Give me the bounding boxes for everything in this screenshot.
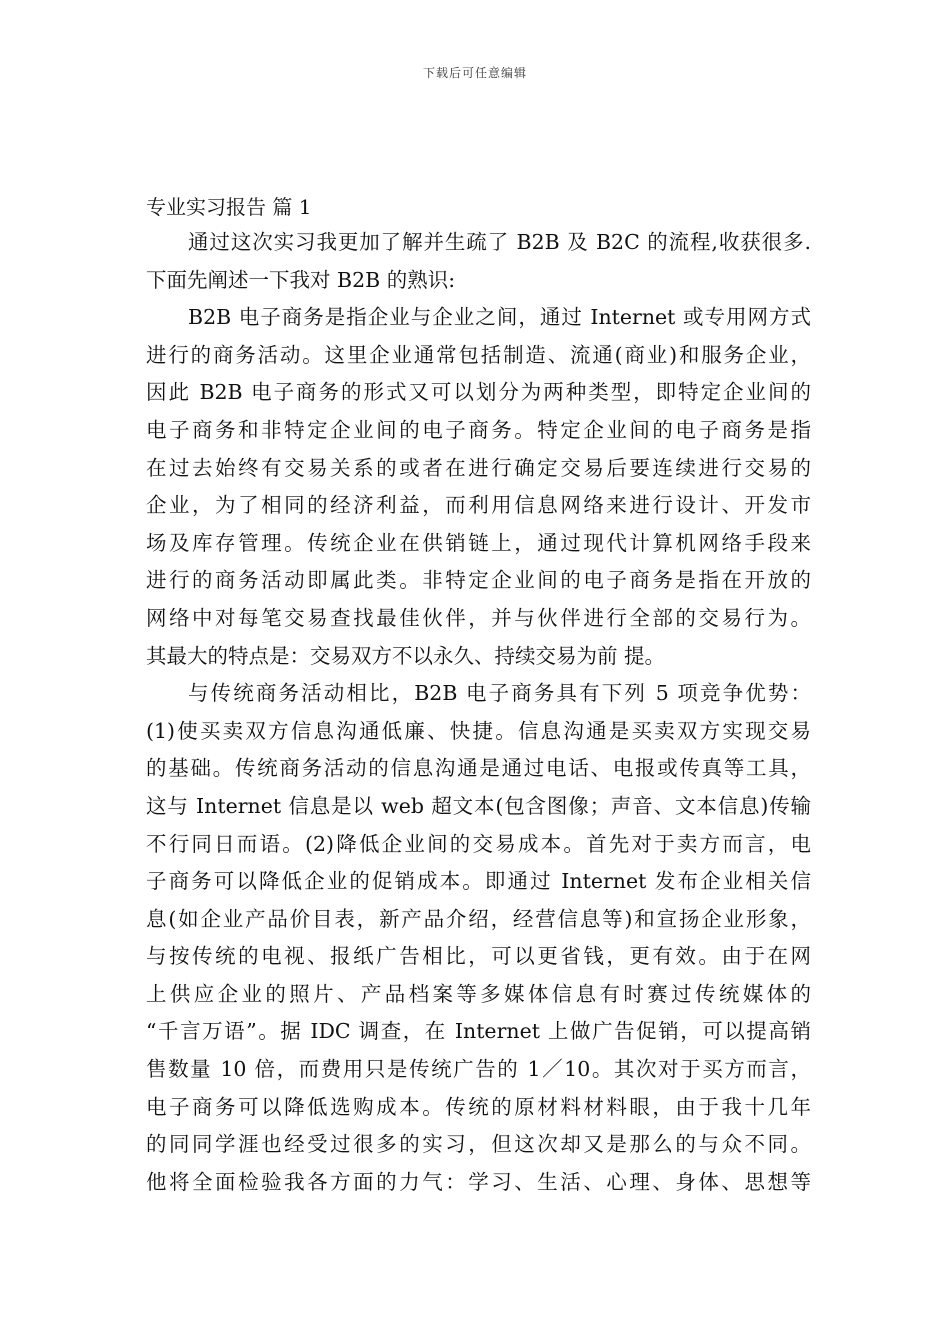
text-line: 通过这次实习我更加了解并生疏了 B2B 及 B2C 的流程,收获很多. [188,230,811,254]
text-line: 与按传统的电视、报纸广告相比，可以更省钱，更有效。由于在网 [146,944,811,969]
text-line: 的同同学涯也经受过很多的实习，但这次却又是那么的与众不同。 [146,1132,811,1157]
text-line: 网络中对每笔交易查找最佳伙伴，并与伙伴进行全部的交易行为。 [146,605,811,630]
text-line: 进行的商务活动即属此类。非特定企业间的电子商务是指在开放的 [146,568,811,593]
text-line: 上供应企业的照片、产品档案等多媒体信息有时赛过传统媒体的 [146,981,811,1006]
text-line: 因此 B2B 电子商务的形式又可以划分为两种类型，即特定企业间的 [146,380,811,405]
text-line: 的基础。传统商务活动的信息沟通是通过电话、电报或传真等工具， [146,756,811,781]
paragraph-lines [146,224,811,1201]
text-line: B2B 电子商务是指企业与企业之间，通过 Internet 或专用网方式 [188,305,811,330]
text-line: 子商务可以降低企业的促销成本。即通过 Internet 发布企业相关信 [146,869,811,894]
text-line: 电子商务可以降低选购成本。传统的原材料材料眼，由于我十几年 [146,1094,811,1119]
text-line: 其最大的特点是：交易双方不以永久、持续交易为前 提。 [146,643,666,668]
text-line: 售数量 10 倍，而费用只是传统广告的 1／10。其次对于买方而言， [146,1057,811,1082]
document-title: 专业实习报告 篇 1 [146,195,312,219]
document-body [146,190,811,1201]
text-line: 场及库存管理。传统企业在供销链上，通过现代计算机网络手段来 [146,530,811,555]
text-line: 息(如企业产品价目表，新产品介绍，经营信息等)和宣扬企业形象， [146,906,811,931]
text-line: 他将全面检验我各方面的力气：学习、生活、心理、身体、思想等 [146,1169,811,1194]
header-note: 下载后可任意编辑 [422,66,527,80]
text-line: 下面先阐述一下我对 B2B 的熟识: [146,267,456,292]
text-line: 不行同日而语。(2)降低企业间的交易成本。首先对于卖方而言，电 [146,831,811,856]
text-line: 电子商务和非特定企业间的电子商务。特定企业间的电子商务是指 [146,417,811,442]
text-line: “千言万语”。据 IDC 调查，在 Internet 上做广告促销，可以提高销 [146,1019,811,1044]
text-line: 这与 Internet 信息是以 web 超文本(包含图像；声音、文本信息)传输 [146,793,811,818]
text-line: (1)使买卖双方信息沟通低廉、快捷。信息沟通是买卖双方实现交易 [146,718,811,743]
text-line: 在过去始终有交易关系的或者在进行确定交易后要连续进行交易的 [146,455,811,480]
text-line: 与传统商务活动相比，B2B 电子商务具有下列 5 项竞争优势： [188,681,811,706]
text-line: 进行的商务活动。这里企业通常包括制造、流通(商业)和服务企业， [146,342,811,367]
text-line: 企业，为了相同的经济利益，而利用信息网络来进行设计、开发市 [146,493,811,518]
